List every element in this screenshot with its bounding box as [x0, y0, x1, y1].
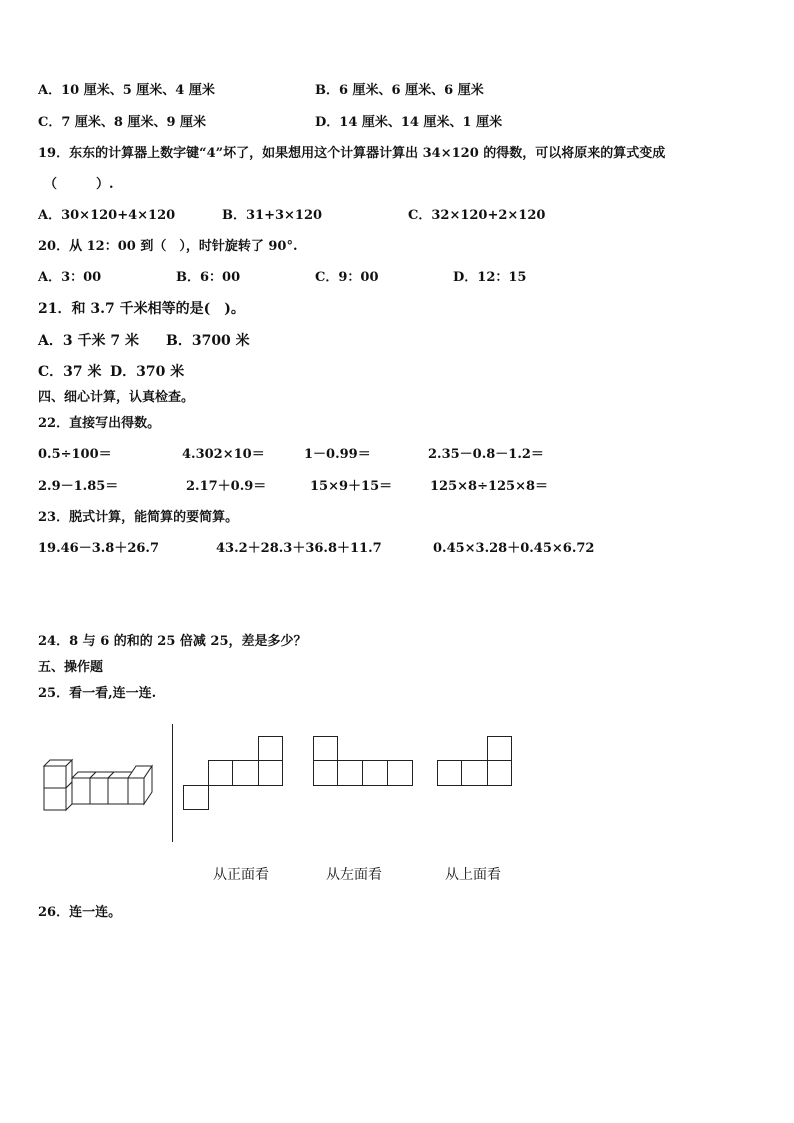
grid-cell	[258, 760, 283, 786]
cube-face	[108, 778, 128, 804]
view-label-top: 从上面看	[445, 867, 501, 883]
q19-blank: （ ）.	[44, 177, 114, 192]
q20-option-c: C．9：00	[315, 270, 379, 285]
q23-item: 0.45×3.28＋0.45×6.72	[433, 541, 595, 556]
grid-cell	[487, 736, 512, 761]
q22-item: 2.35－0.8－1.2＝	[428, 447, 544, 462]
q21-stem: 21．和 3.7 千米相等的是( )。	[38, 301, 245, 317]
q20-option-a: A．3：00	[38, 270, 102, 285]
q23-item: 19.46－3.8＋26.7	[38, 541, 159, 556]
q20-option-b: B．6：00	[176, 270, 241, 285]
q18-option-c: C．7 厘米、8 厘米、9 厘米	[38, 115, 207, 130]
cube-face	[128, 778, 144, 804]
cube-face	[44, 788, 66, 810]
grid-cell	[362, 760, 388, 786]
q22-item: 0.5÷100＝	[38, 447, 112, 462]
section5-title: 五、操作题	[38, 660, 104, 675]
q21-option-b: B．3700 米	[166, 333, 250, 349]
q23-item: 43.2＋28.3＋36.8＋11.7	[216, 541, 382, 556]
view-label-front: 从正面看	[213, 867, 269, 883]
grid-cell	[208, 760, 233, 786]
q19-stem: 19．东东的计算器上数字键“4”坏了，如果想用这个计算器计算出 34×120 的得数，可以将原来的算式变成	[38, 146, 666, 161]
cube-face	[44, 766, 66, 788]
q20-stem: 20．从 12：00 到（ ），时针旋转了 90°.	[38, 239, 298, 254]
q22-item: 2.9－1.85＝	[38, 479, 119, 494]
view-label-left: 从左面看	[326, 867, 382, 883]
grid-cell	[387, 760, 413, 786]
section4-title: 四、细心计算，认真检查。	[38, 390, 195, 405]
grid-cell	[313, 736, 338, 761]
grid-cell	[461, 760, 488, 786]
grid-cell	[183, 785, 209, 810]
grid-cell	[258, 736, 283, 761]
q19-option-c: C．32×120+2×120	[408, 208, 546, 223]
q19-option-b: B．31+3×120	[222, 208, 323, 223]
q18-option-b: B．6 厘米、6 厘米、6 厘米	[315, 83, 484, 98]
q22-item: 4.302×10＝	[182, 447, 265, 462]
q25-stem: 25．看一看,连一连.	[38, 686, 157, 701]
grid-cell	[232, 760, 259, 786]
q19-option-a: A．30×120+4×120	[38, 208, 176, 223]
cube-face	[72, 778, 90, 804]
q22-item: 2.17＋0.9＝	[186, 479, 267, 494]
grid-cell	[313, 760, 338, 786]
grid-cell	[487, 760, 512, 786]
q22-item: 15×9＋15＝	[310, 479, 393, 494]
grid-cell	[437, 760, 462, 786]
q21-option-c: C．37 米	[38, 364, 102, 380]
q21-option-a: A．3 千米 7 米	[38, 333, 139, 349]
q22-item: 125×8÷125×8＝	[430, 479, 549, 494]
q26-stem: 26．连一连。	[38, 905, 122, 920]
grid-cell	[337, 760, 363, 786]
q18-option-d: D．14 厘米、14 厘米、1 厘米	[315, 115, 503, 130]
q23-stem: 23．脱式计算，能简算的要简算。	[38, 510, 239, 525]
q22-stem: 22．直接写出得数。	[38, 416, 161, 431]
figure-divider	[172, 724, 173, 842]
q24-stem: 24．8 与 6 的和的 25 倍减 25，差是多少？	[38, 634, 307, 649]
q20-option-d: D．12：15	[453, 270, 527, 285]
q22-item: 1－0.99＝	[304, 447, 371, 462]
q18-option-a: A．10 厘米、5 厘米、4 厘米	[38, 83, 215, 98]
cube-face	[90, 778, 108, 804]
q21-option-d: D．370 米	[110, 364, 185, 380]
cube-stack-figure	[40, 756, 154, 812]
